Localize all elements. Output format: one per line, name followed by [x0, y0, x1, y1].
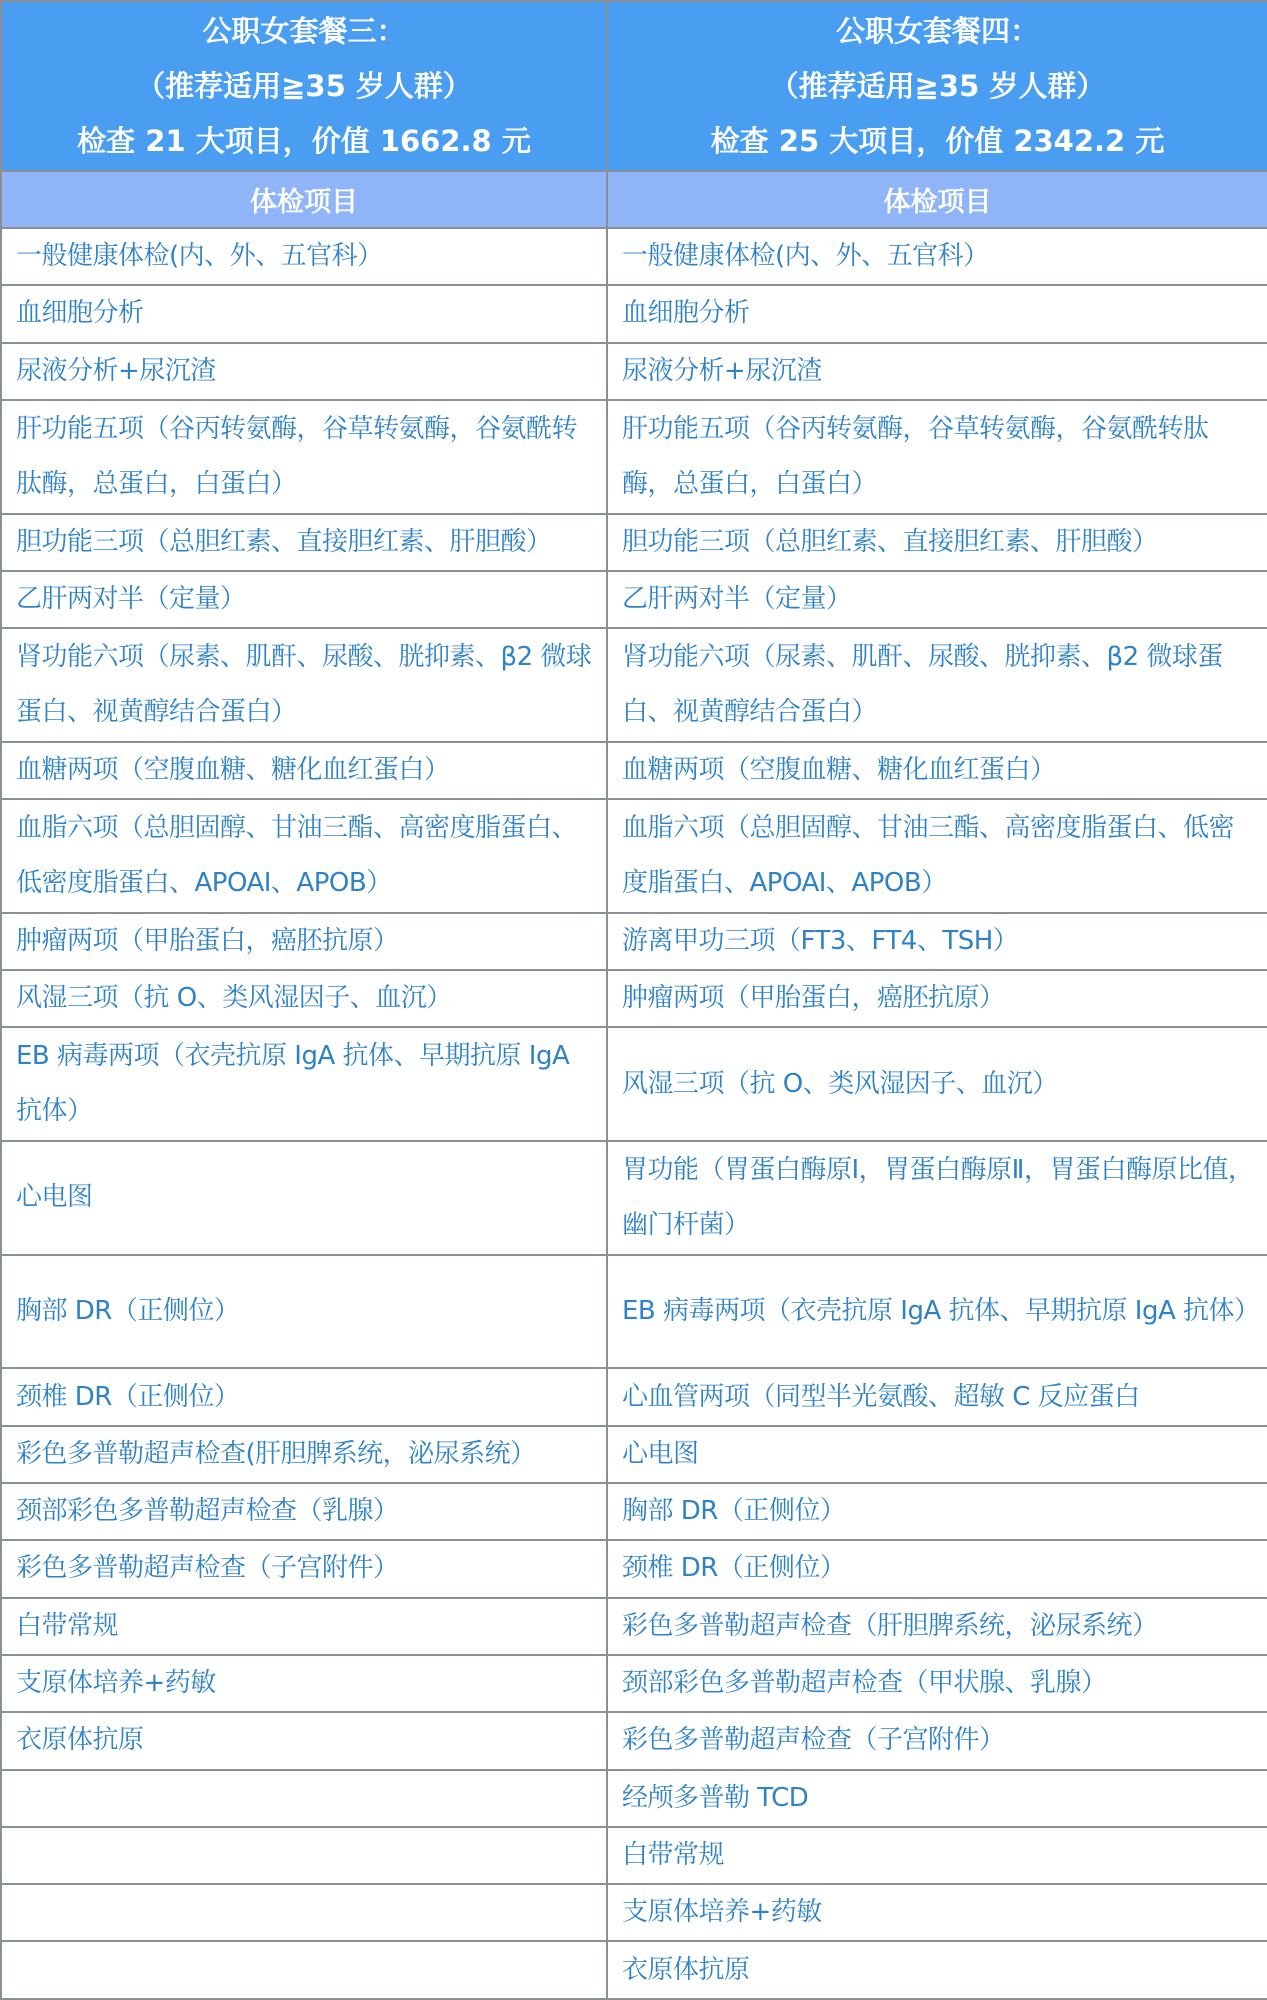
- package-3-item: 胆功能三项（总胆红素、直接胆红素、肝胆酸）: [1, 514, 607, 571]
- package-4-item: 肾功能六项（尿素、肌酐、尿酸、胱抑素、β2 微球蛋白、视黄醇结合蛋白）: [607, 628, 1267, 742]
- package-4-item: 衣原体抗原: [607, 1941, 1267, 1999]
- table-row: [1, 514, 1267, 571]
- package-3-header: [1, 1, 607, 171]
- package-4-item: 风湿三项（抗 O、类风湿因子、血沉）: [607, 1027, 1267, 1141]
- table-row: [1, 1712, 1267, 1769]
- package-3-item: 血脂六项（总胆固醇、甘油三酯、高密度脂蛋白、低密度脂蛋白、APOAI、APOB）: [1, 799, 607, 913]
- package-4-audience: （推荐适用≧35 岁人群）: [769, 68, 1106, 103]
- package-3-item: 肝功能五项（谷丙转氨酶，谷草转氨酶，谷氨酰转肽酶，总蛋白，白蛋白）: [1, 400, 607, 514]
- table-row: [1, 799, 1267, 913]
- package-4-column-header: 体检项目: [607, 171, 1267, 228]
- package-3-item: 一般健康体检(内、外、五官科）: [1, 228, 607, 285]
- package-3-item: 血细胞分析: [1, 285, 607, 342]
- table-row: [1, 970, 1267, 1027]
- table-row: [1, 628, 1267, 742]
- table-row: [1, 1827, 1267, 1884]
- table-row: [1, 1483, 1267, 1540]
- table-row: [1, 742, 1267, 799]
- package-4-item: 肝功能五项（谷丙转氨酶，谷草转氨酶，谷氨酰转肽酶，总蛋白，白蛋白）: [607, 400, 1267, 514]
- package-4-item: 颈椎 DR（正侧位）: [607, 1540, 1267, 1597]
- package-4-item: 心电图: [607, 1426, 1267, 1483]
- package-header-row: [1, 1, 1267, 171]
- package-3-item-empty: [1, 1770, 607, 1827]
- package-4-item: 血脂六项（总胆固醇、甘油三酯、高密度脂蛋白、低密度脂蛋白、APOAI、APOB）: [607, 799, 1267, 913]
- package-3-item-empty: [1, 1884, 607, 1941]
- package-4-item: 彩色多普勒超声检查（肝胆脾系统，泌尿系统）: [607, 1598, 1267, 1655]
- table-row: [1, 343, 1267, 400]
- package-4-item: 支原体培养+药敏: [607, 1884, 1267, 1941]
- package-3-column-header: 体检项目: [1, 171, 607, 228]
- package-4-header: [607, 1, 1267, 171]
- package-4-item: 肿瘤两项（甲胎蛋白，癌胚抗原）: [607, 970, 1267, 1027]
- package-3-item-empty: [1, 1941, 607, 1999]
- package-4-item: 乙肝两对半（定量）: [607, 571, 1267, 628]
- package-4-item: 胃功能（胃蛋白酶原Ⅰ，胃蛋白酶原Ⅱ，胃蛋白酶原比值，幽门杆菌）: [607, 1141, 1267, 1255]
- package-3-item: 胸部 DR（正侧位）: [1, 1255, 607, 1369]
- package-4-item: 白带常规: [607, 1827, 1267, 1884]
- package-3-item: 乙肝两对半（定量）: [1, 571, 607, 628]
- package-4-item: 心血管两项（同型半光氨酸、超敏 C 反应蛋白: [607, 1368, 1267, 1425]
- table-row: [1, 1255, 1267, 1369]
- table-row: [1, 1141, 1267, 1255]
- package-3-item: 尿液分析+尿沉渣: [1, 343, 607, 400]
- table-row: [1, 1884, 1267, 1941]
- table-row: [1, 1598, 1267, 1655]
- table-row: [1, 913, 1267, 970]
- package-3-item: 彩色多普勒超声检查(肝胆脾系统，泌尿系统）: [1, 1426, 607, 1483]
- package-3-item: 衣原体抗原: [1, 1712, 607, 1769]
- package-4-item: 血细胞分析: [607, 285, 1267, 342]
- package-4-item: 一般健康体检(内、外、五官科）: [607, 228, 1267, 285]
- package-4-item: 尿液分析+尿沉渣: [607, 343, 1267, 400]
- table-row: [1, 1368, 1267, 1425]
- package-3-item-empty: [1, 1827, 607, 1884]
- table-row: [1, 228, 1267, 285]
- package-3-item: 肿瘤两项（甲胎蛋白，癌胚抗原）: [1, 913, 607, 970]
- package-4-item: EB 病毒两项（衣壳抗原 IgA 抗体、早期抗原 IgA 抗体）: [607, 1255, 1267, 1369]
- package-3-item: 彩色多普勒超声检查（子宫附件）: [1, 1540, 607, 1597]
- table-row: [1, 285, 1267, 342]
- package-3-item: 颈椎 DR（正侧位）: [1, 1368, 607, 1425]
- package-4-summary: 检查 25 大项目，价值 2342.2 元: [710, 123, 1165, 158]
- package-3-audience: （推荐适用≧35 岁人群）: [136, 68, 472, 103]
- package-4-title: 公职女套餐四：: [835, 13, 1039, 48]
- package-3-summary: 检查 21 大项目，价值 1662.8 元: [77, 123, 531, 158]
- package-4-item: 彩色多普勒超声检查（子宫附件）: [607, 1712, 1267, 1769]
- table-row: [1, 571, 1267, 628]
- package-3-item: EB 病毒两项（衣壳抗原 IgA 抗体、早期抗原 IgA 抗体）: [1, 1027, 607, 1141]
- package-3-item: 颈部彩色多普勒超声检查（乳腺）: [1, 1483, 607, 1540]
- package-4-item: 游离甲功三项（FT3、FT4、TSH）: [607, 913, 1267, 970]
- package-3-item: 血糖两项（空腹血糖、糖化血红蛋白）: [1, 742, 607, 799]
- package-4-item: 胆功能三项（总胆红素、直接胆红素、肝胆酸）: [607, 514, 1267, 571]
- package-3-item: 支原体培养+药敏: [1, 1655, 607, 1712]
- table-row: [1, 1027, 1267, 1141]
- package-3-item: 肾功能六项（尿素、肌酐、尿酸、胱抑素、β2 微球蛋白、视黄醇结合蛋白）: [1, 628, 607, 742]
- package-3-item: 心电图: [1, 1141, 607, 1255]
- package-4-item: 血糖两项（空腹血糖、糖化血红蛋白）: [607, 742, 1267, 799]
- table-row: [1, 1540, 1267, 1597]
- package-4-item: 经颅多普勒 TCD: [607, 1770, 1267, 1827]
- package-4-item: 颈部彩色多普勒超声检查（甲状腺、乳腺）: [607, 1655, 1267, 1712]
- package-3-item: 风湿三项（抗 O、类风湿因子、血沉）: [1, 970, 607, 1027]
- package-3-title: 公职女套餐三：: [202, 13, 406, 48]
- table-row: [1, 1770, 1267, 1827]
- column-header-row: [1, 171, 1267, 228]
- package-3-item: 白带常规: [1, 1598, 607, 1655]
- table-row: [1, 1655, 1267, 1712]
- table-row: [1, 1941, 1267, 1999]
- table-row: [1, 400, 1267, 514]
- table-row: [1, 1426, 1267, 1483]
- package-4-item: 胸部 DR（正侧位）: [607, 1483, 1267, 1540]
